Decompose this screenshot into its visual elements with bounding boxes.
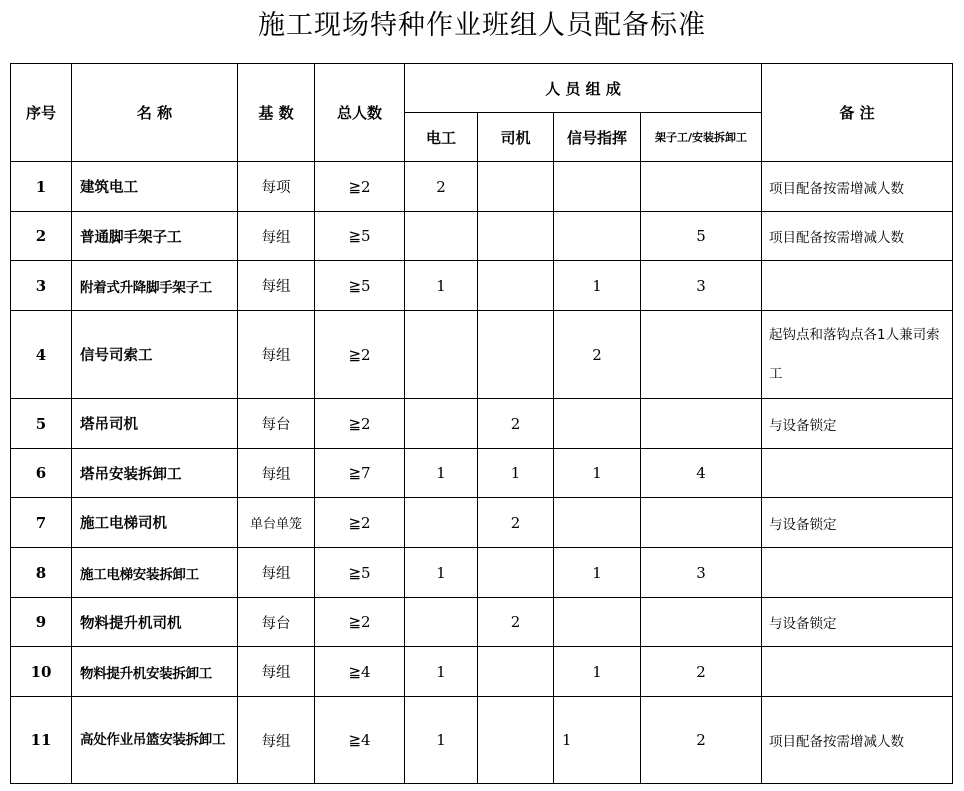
row-scaffold: 4 <box>641 449 762 498</box>
row-name: 物料提升机安装拆卸工 <box>72 647 238 697</box>
row-base: 每项 <box>238 162 315 212</box>
row-name: 高处作业吊篮安装拆卸工 <box>72 697 238 784</box>
row-total: ≧4 <box>315 647 405 697</box>
row-signal: 1 <box>554 261 641 311</box>
row-name: 附着式升降脚手架子工 <box>72 261 238 311</box>
row-remark: 与设备锁定 <box>762 399 953 449</box>
row-signal <box>554 212 641 261</box>
row-driver <box>478 548 554 598</box>
row-base: 每组 <box>238 311 315 399</box>
row-electrician: 1 <box>405 647 478 697</box>
row-name: 普通脚手架子工 <box>72 212 238 261</box>
row-remark <box>762 548 953 598</box>
row-driver: 2 <box>478 498 554 548</box>
row-base: 每组 <box>238 548 315 598</box>
row-signal: 1 <box>554 548 641 598</box>
row-signal <box>554 162 641 212</box>
row-seq: 3 <box>11 261 72 311</box>
table-row <box>11 399 953 449</box>
row-base: 单台单笼 <box>238 498 315 548</box>
row-seq: 10 <box>11 647 72 697</box>
page-title: 施工现场特种作业班组人员配备标准 <box>258 10 706 41</box>
row-scaffold: 2 <box>641 647 762 697</box>
row-total: ≧2 <box>315 311 405 399</box>
row-remark: 起钩点和落钩点各1人兼司索工 <box>762 311 953 399</box>
row-electrician <box>405 212 478 261</box>
row-scaffold <box>641 598 762 647</box>
table-row <box>11 449 953 498</box>
row-electrician <box>405 498 478 548</box>
header-scaffold: 架子工/安装拆卸工 <box>641 113 762 162</box>
row-driver: 2 <box>478 598 554 647</box>
row-base: 每组 <box>238 261 315 311</box>
header-base: 基 数 <box>238 64 315 162</box>
row-name: 施工电梯司机 <box>72 498 238 548</box>
row-driver: 1 <box>478 449 554 498</box>
row-scaffold <box>641 162 762 212</box>
row-electrician: 1 <box>405 697 478 784</box>
row-total: ≧5 <box>315 548 405 598</box>
row-total: ≧2 <box>315 162 405 212</box>
row-signal <box>554 399 641 449</box>
header-remark: 备 注 <box>762 64 953 162</box>
row-total: ≧7 <box>315 449 405 498</box>
table-row <box>11 697 953 784</box>
row-scaffold: 3 <box>641 548 762 598</box>
row-driver <box>478 647 554 697</box>
row-signal: 1 <box>554 697 641 784</box>
row-remark <box>762 449 953 498</box>
row-electrician <box>405 311 478 399</box>
row-name: 施工电梯安装拆卸工 <box>72 548 238 598</box>
table-row <box>11 212 953 261</box>
row-seq: 9 <box>11 598 72 647</box>
row-name: 物料提升机司机 <box>72 598 238 647</box>
row-scaffold <box>641 498 762 548</box>
row-remark: 与设备锁定 <box>762 498 953 548</box>
row-seq: 1 <box>11 162 72 212</box>
row-electrician: 1 <box>405 548 478 598</box>
row-name: 建筑电工 <box>72 162 238 212</box>
row-signal: 1 <box>554 647 641 697</box>
row-driver <box>478 261 554 311</box>
row-driver <box>478 311 554 399</box>
row-electrician <box>405 399 478 449</box>
row-remark <box>762 647 953 697</box>
header-name: 名 称 <box>72 64 238 162</box>
row-scaffold <box>641 311 762 399</box>
row-remark <box>762 261 953 311</box>
row-total: ≧2 <box>315 598 405 647</box>
row-base: 每组 <box>238 449 315 498</box>
header-driver: 司机 <box>478 113 554 162</box>
row-base: 每组 <box>238 647 315 697</box>
header-signal: 信号指挥 <box>554 113 641 162</box>
header-electrician: 电工 <box>405 113 478 162</box>
row-remark: 项目配备按需增减人数 <box>762 212 953 261</box>
row-total: ≧2 <box>315 399 405 449</box>
row-scaffold: 5 <box>641 212 762 261</box>
row-name: 塔吊司机 <box>72 399 238 449</box>
header-total: 总人数 <box>315 64 405 162</box>
row-remark: 与设备锁定 <box>762 598 953 647</box>
row-signal <box>554 598 641 647</box>
row-electrician: 1 <box>405 261 478 311</box>
row-signal: 1 <box>554 449 641 498</box>
row-seq: 11 <box>11 697 72 784</box>
table-row <box>11 311 953 399</box>
row-seq: 2 <box>11 212 72 261</box>
row-electrician: 2 <box>405 162 478 212</box>
row-driver <box>478 697 554 784</box>
row-electrician: 1 <box>405 449 478 498</box>
row-remark: 项目配备按需增减人数 <box>762 697 953 784</box>
header-composition: 人 员 组 成 <box>405 64 762 113</box>
row-total: ≧5 <box>315 261 405 311</box>
table-row <box>11 598 953 647</box>
table-row <box>11 498 953 548</box>
row-scaffold: 3 <box>641 261 762 311</box>
row-total: ≧2 <box>315 498 405 548</box>
row-base: 每组 <box>238 697 315 784</box>
row-remark: 项目配备按需增减人数 <box>762 162 953 212</box>
row-seq: 4 <box>11 311 72 399</box>
row-total: ≧5 <box>315 212 405 261</box>
row-base: 每台 <box>238 598 315 647</box>
row-signal <box>554 498 641 548</box>
row-signal: 2 <box>554 311 641 399</box>
row-scaffold <box>641 399 762 449</box>
row-driver: 2 <box>478 399 554 449</box>
row-seq: 7 <box>11 498 72 548</box>
row-name: 信号司索工 <box>72 311 238 399</box>
staffing-table <box>10 63 953 784</box>
row-total: ≧4 <box>315 697 405 784</box>
row-base: 每组 <box>238 212 315 261</box>
header-seq: 序号 <box>11 64 72 162</box>
row-scaffold: 2 <box>641 697 762 784</box>
table-row <box>11 261 953 311</box>
table-row <box>11 162 953 212</box>
row-driver <box>478 162 554 212</box>
row-name: 塔吊安装拆卸工 <box>72 449 238 498</box>
table-row <box>11 647 953 697</box>
row-base: 每台 <box>238 399 315 449</box>
row-seq: 8 <box>11 548 72 598</box>
row-driver <box>478 212 554 261</box>
row-seq: 5 <box>11 399 72 449</box>
row-electrician <box>405 598 478 647</box>
row-seq: 6 <box>11 449 72 498</box>
table-row <box>11 548 953 598</box>
